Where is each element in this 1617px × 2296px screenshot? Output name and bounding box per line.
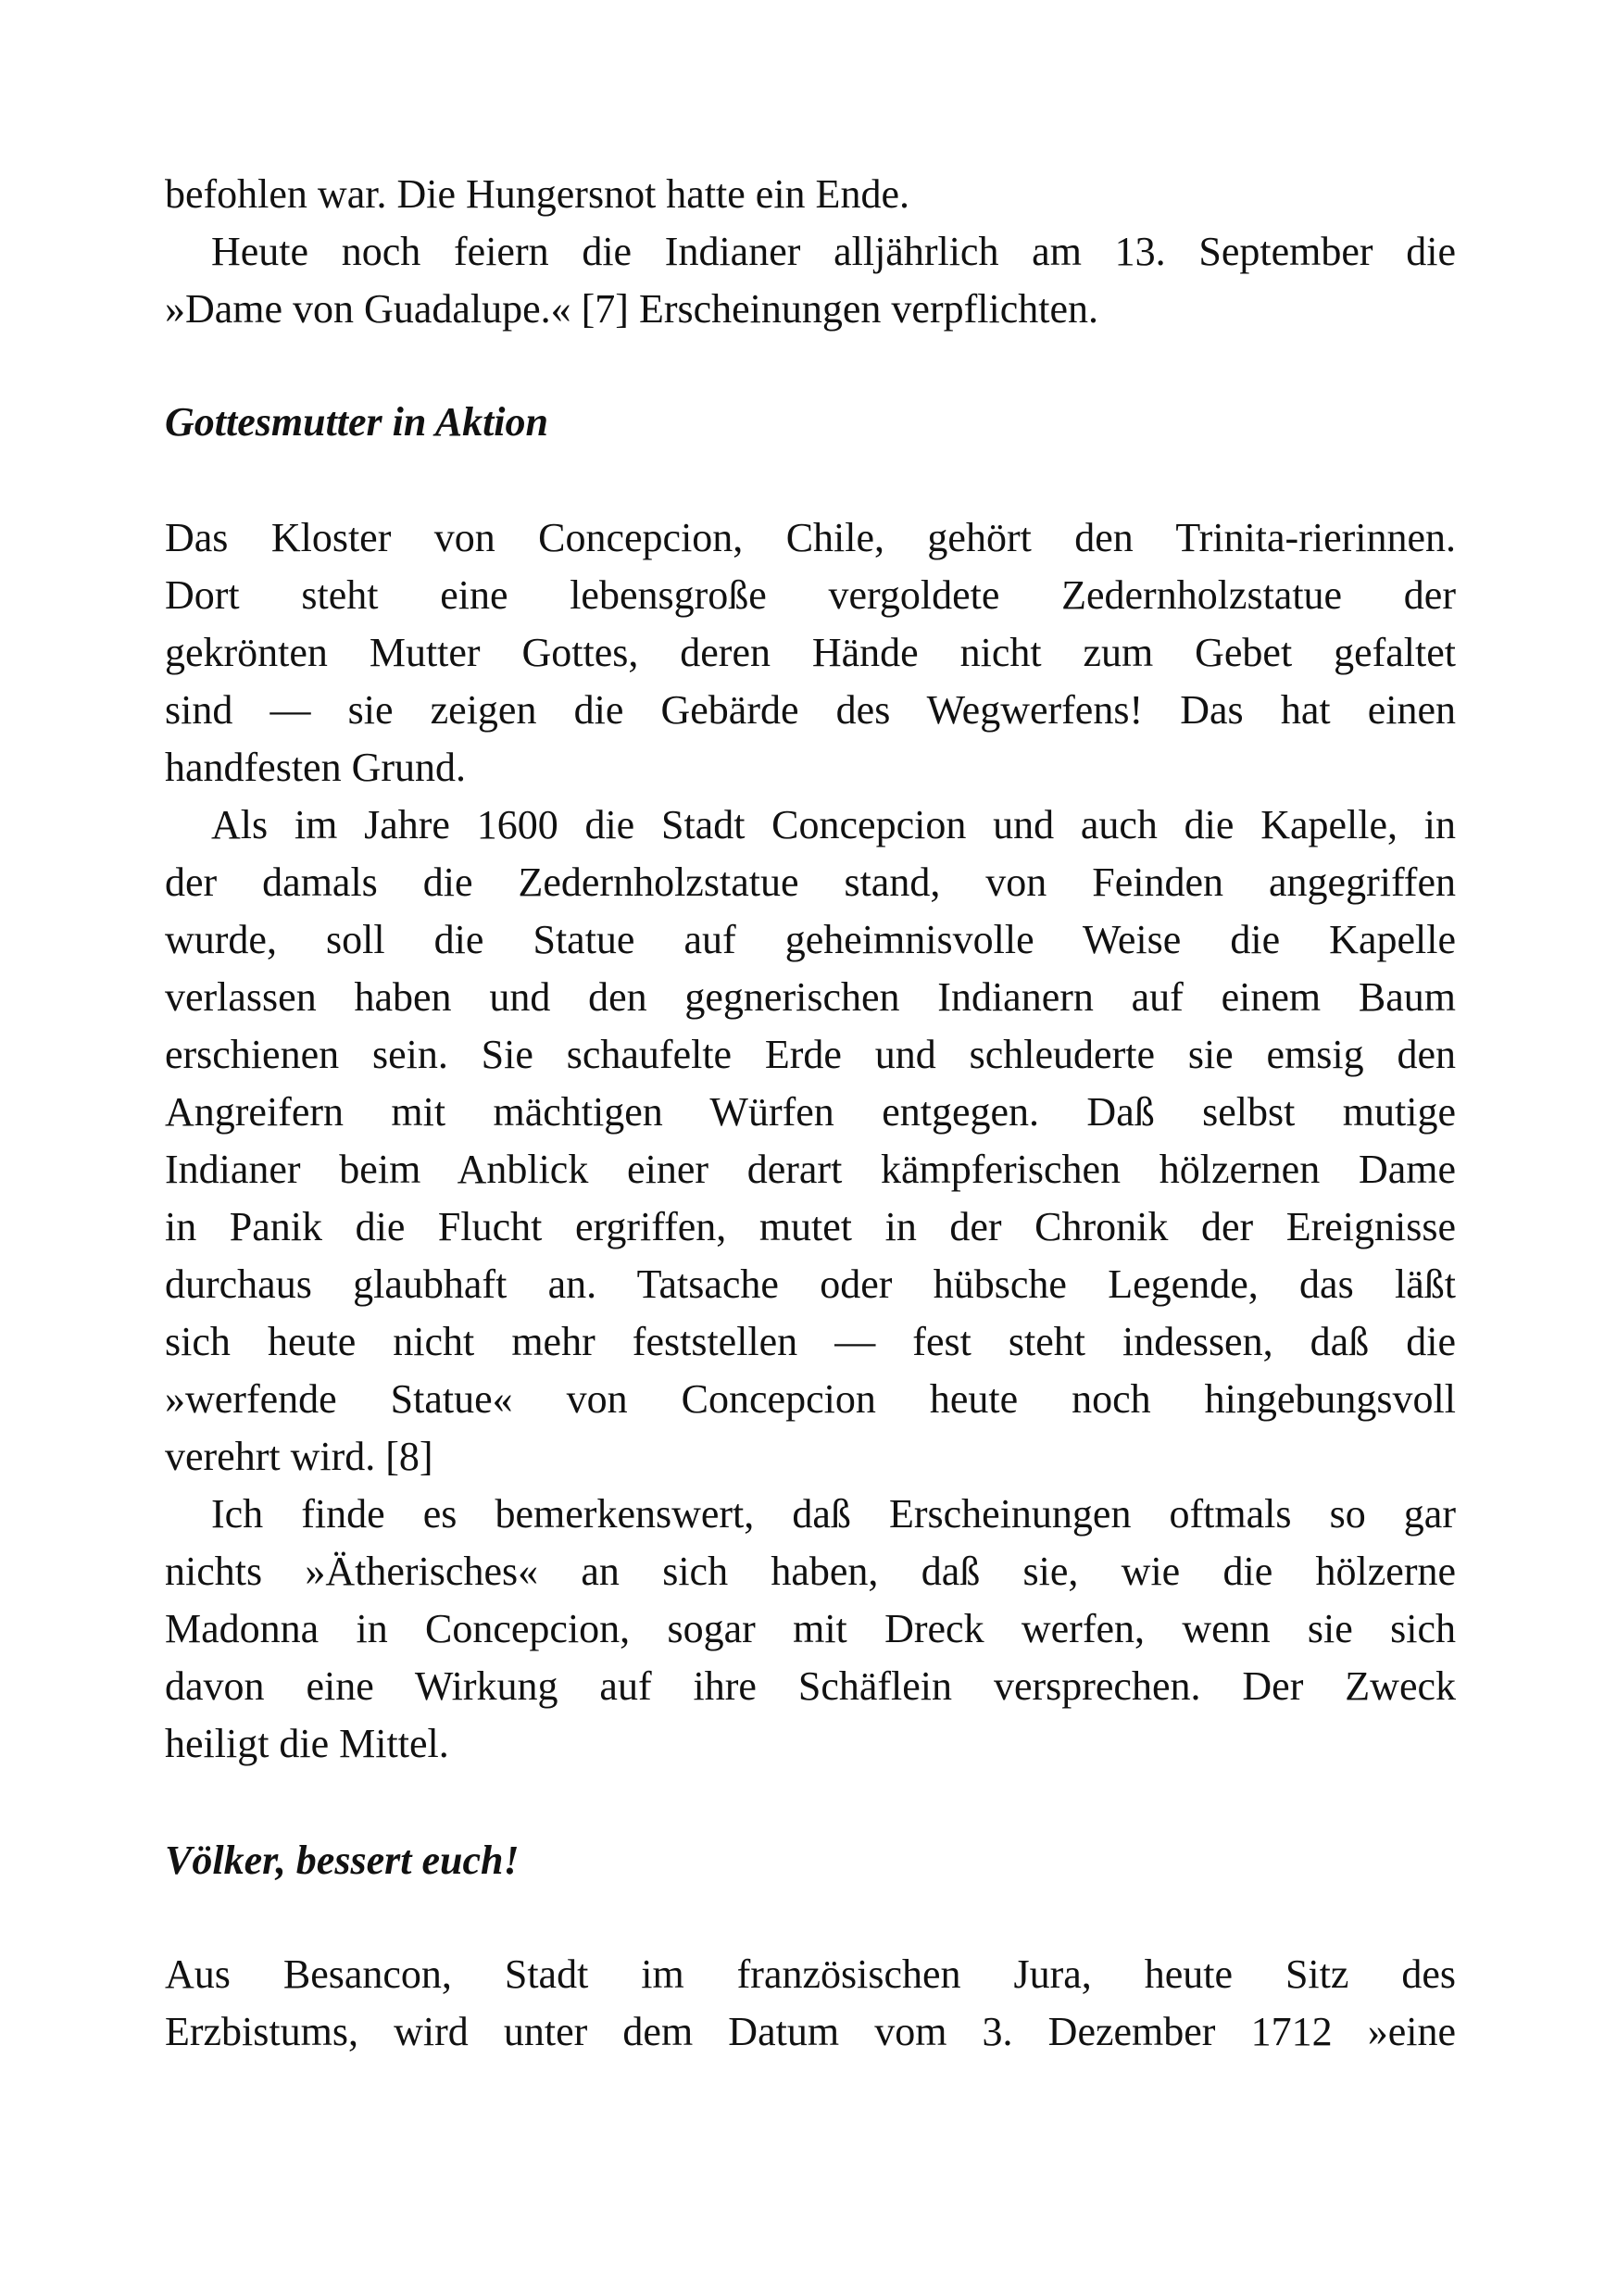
text-line: Indianer beim Anblick einer derart kämpferischen hölzernen Dame [165, 1147, 1456, 1192]
text-line: verehrt wird. [8] [165, 1434, 433, 1479]
section-heading: Völker, bessert euch! [165, 1838, 520, 1883]
text-line: Als im Jahre 1600 die Stadt Concepcion und auch die Kapelle, in [211, 802, 1456, 847]
text-line: Heute noch feiern die Indianer alljährlich am 13. September die [211, 229, 1456, 274]
text-line: erschienen sein. Sie schaufelte Erde und schleuderte sie emsig den [165, 1032, 1456, 1077]
text-line: Ich finde es bemerkenswert, daß Erscheinungen oftmals so gar [211, 1491, 1456, 1537]
text-line: verlassen haben und den gegnerischen Indianern auf einem Baum [165, 974, 1456, 1020]
text-line: Das Kloster von Concepcion, Chile, gehört den Trinita-rierinnen. [165, 515, 1456, 560]
section-heading: Gottesmutter in Aktion [165, 399, 549, 445]
text-line: der damals die Zedernholzstatue stand, von Feinden angegriffen [165, 859, 1456, 905]
text-line: davon eine Wirkung auf ihre Schäflein versprechen. Der Zweck [165, 1663, 1456, 1709]
text-line: sich heute nicht mehr feststellen — fest steht indessen, daß die [165, 1319, 1456, 1364]
text-line: nichts »Ätherisches« an sich haben, daß sie, wie die hölzerne [165, 1549, 1456, 1594]
text-line: »Dame von Guadalupe.« [7] Erscheinungen verpflichten. [165, 286, 1098, 332]
text-line: Dort steht eine lebensgroße vergoldete Zedernholzstatue der [165, 572, 1456, 618]
text-line: in Panik die Flucht ergriffen, mutet in der Chronik der Ereignisse [165, 1204, 1456, 1249]
text-line: Angreifern mit mächtigen Würfen entgegen. Daß selbst mutige [165, 1089, 1456, 1135]
text-line: sind — sie zeigen die Gebärde des Wegwerfens! Das hat einen [165, 687, 1456, 733]
text-line: heiligt die Mittel. [165, 1721, 449, 1766]
text-line: »werfende Statue« von Concepcion heute noch hingebungsvoll [165, 1376, 1456, 1422]
text-line: gekrönten Mutter Gottes, deren Hände nicht zum Gebet gefaltet [165, 630, 1456, 675]
text-line: Aus Besancon, Stadt im französischen Jura, heute Sitz des [165, 1951, 1456, 1997]
text-line: durchaus glaubhaft an. Tatsache oder hübsche Legende, das läßt [165, 1261, 1456, 1307]
text-line: befohlen war. Die Hungersnot hatte ein Ende. [165, 171, 909, 217]
text-line: Erzbistums, wird unter dem Datum vom 3. Dezember 1712 »eine [165, 2009, 1456, 2054]
text-line: wurde, soll die Statue auf geheimnisvolle Weise die Kapelle [165, 917, 1456, 962]
text-line: handfesten Grund. [165, 745, 467, 790]
text-line: Madonna in Concepcion, sogar mit Dreck werfen, wenn sie sich [165, 1606, 1456, 1651]
